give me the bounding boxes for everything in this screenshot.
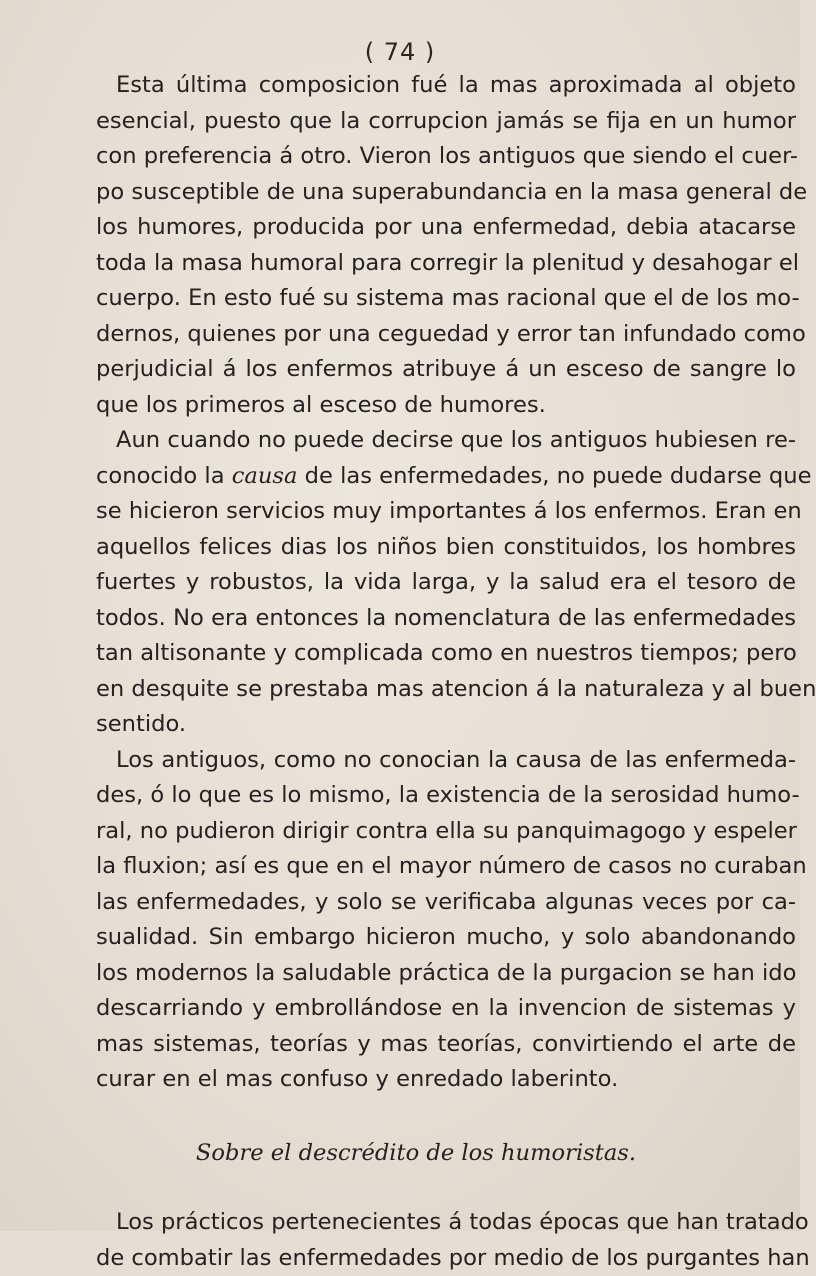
text-line: los modernos la saludable práctica de la purgacion se han ido bbox=[96, 956, 796, 992]
text-line: toda la masa humoral para corregir la plenitud y desahogar el bbox=[96, 246, 796, 282]
text-line: con preferencia á otro. Vieron los antiguos que siendo el cuer- bbox=[96, 139, 796, 175]
spacer bbox=[96, 1098, 796, 1136]
italic-word: causa bbox=[232, 463, 298, 489]
body-text bbox=[96, 68, 796, 1276]
text-line: perjudicial á los enfermos atribuye á un esceso de sangre lo bbox=[96, 352, 796, 388]
text-line: sualidad. Sin embargo hicieron mucho, y solo abandonando bbox=[96, 920, 796, 956]
text-line: tan altisonante y complicada como en nuestros tiempos; pero bbox=[96, 636, 796, 672]
text-segment: conocido la bbox=[96, 463, 232, 489]
page-number: ( 74 ) bbox=[0, 38, 800, 66]
spacer bbox=[96, 1171, 796, 1205]
text-line: las enfermedades, y solo se verificaba algunas veces por ca- bbox=[96, 885, 796, 921]
text-segment: de las enfermedades, no puede dudarse que bbox=[298, 463, 812, 489]
text-line: des, ó lo que es lo mismo, la existencia de la serosidad humo- bbox=[96, 778, 796, 814]
text-line: Los antiguos, como no conocian la causa de las enfermeda- bbox=[96, 743, 796, 779]
text-line: aquellos felices dias los niños bien constituidos, los hombres bbox=[96, 530, 796, 566]
text-line: po susceptible de una superabundancia en la masa general de bbox=[96, 175, 796, 211]
text-line: de combatir las enfermedades por medio de los purgantes han bbox=[96, 1241, 796, 1276]
paragraph-3 bbox=[96, 743, 796, 1098]
text-line: curar en el mas confuso y enredado laberinto. bbox=[96, 1062, 796, 1098]
text-line: Aun cuando no puede decirse que los antiguos hubiesen re- bbox=[96, 423, 796, 459]
text-line: Esta última composicion fué la mas aproximada al objeto bbox=[96, 68, 796, 104]
text-line: todos. No era entonces la nomenclatura de las enfermedades bbox=[96, 601, 796, 637]
text-line: en desquite se prestaba mas atencion á la naturaleza y al buen bbox=[96, 672, 796, 708]
text-line: cuerpo. En esto fué su sistema mas racional que el de los mo- bbox=[96, 281, 796, 317]
paragraph-1 bbox=[96, 68, 796, 423]
text-line: descarriando y embrollándose en la invencion de sistemas y bbox=[96, 991, 796, 1027]
text-line-with-italic bbox=[96, 459, 796, 495]
text-line: se hicieron servicios muy importantes á los enfermos. Eran en bbox=[96, 494, 796, 530]
paragraph-4 bbox=[96, 1205, 796, 1276]
text-line: fuertes y robustos, la vida larga, y la salud era el tesoro de bbox=[96, 565, 796, 601]
text-line: ral, no pudieron dirigir contra ella su panquimagogo y espeler bbox=[96, 814, 796, 850]
text-line: los humores, producida por una enfermedad, debia atacarse bbox=[96, 210, 796, 246]
text-line: la fluxion; así es que en el mayor número de casos no curaban bbox=[96, 849, 796, 885]
text-line: dernos, quienes por una ceguedad y error tan infundado como bbox=[96, 317, 796, 353]
section-heading: Sobre el descrédito de los humoristas. bbox=[96, 1136, 796, 1172]
text-line: Los prácticos pertenecientes á todas épocas que han tratado bbox=[96, 1205, 796, 1241]
text-line: mas sistemas, teorías y mas teorías, convirtiendo el arte de bbox=[96, 1027, 796, 1063]
text-line: sentido. bbox=[96, 707, 796, 743]
text-line: que los primeros al esceso de humores. bbox=[96, 388, 796, 424]
paragraph-2 bbox=[96, 423, 796, 743]
text-line: esencial, puesto que la corrupcion jamás se fija en un humor bbox=[96, 104, 796, 140]
